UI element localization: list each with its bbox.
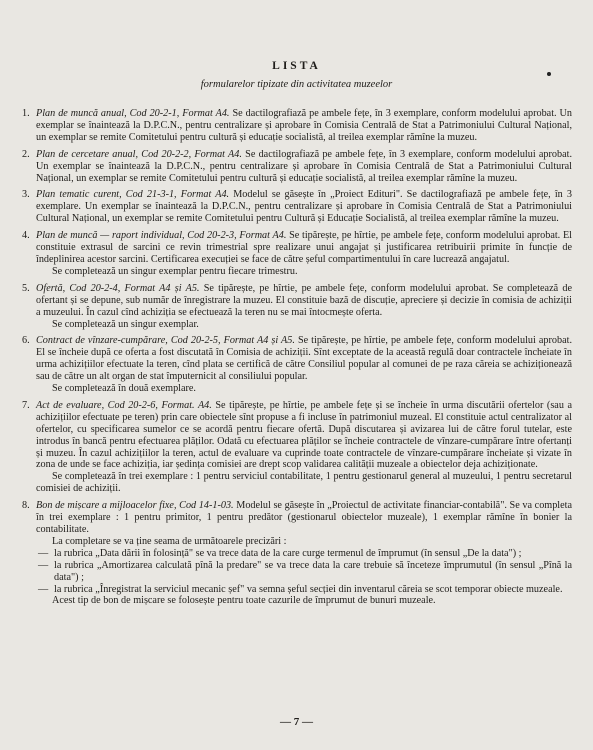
list-item-3 [22, 189, 572, 225]
dash-icon: — [38, 559, 49, 571]
item-note: Se completează un singur exemplar. [52, 318, 199, 330]
item-number: 1. [22, 108, 30, 119]
item-note: Se completează în trei exemplare : 1 pentru serviciul contabilitate, 1 pentru gestionarul general al muzeului, 1 pentru secretarul comisiei de achiziții. [36, 471, 572, 495]
item-closing: Acest tip de bon de mișcare se folosește pentru toate cazurile de împrumut de bunuri muzeale. [52, 595, 436, 607]
bullet-item [36, 584, 572, 596]
item-number: 7. [22, 399, 30, 411]
page-title: LISTA [272, 60, 321, 72]
item-name: Plan de muncă anual, Cod 20-2-1, Format A4. [36, 108, 233, 119]
dash-icon: — [38, 583, 49, 595]
item-text: Se tipărește, pe hîrtie, pe ambele fețe, conform modelului aprobat. El se încheie după ce oferta a fost discutată în Comisia de achiziții. Sînt exceptate de la această regulă doar contractele încheiate în urma achizițiilor efectuate la teren, cînd plata se certifică de către Consiliul popular al comunei de pe raza căreia se achiziționează sau de către un alt organ de stat împuternicit al consiliului popular. [36, 335, 572, 383]
item-name: Plan de muncă — raport individual, Cod 20-2-3, Format A4. [36, 230, 290, 242]
item-note: La completare se va ține seama de următoarele precizări : [52, 535, 287, 547]
item-name: Act de evaluare, Cod 20-2-6, Format. A4. [36, 399, 216, 411]
item-text: Se tipărește, pe hîrtie, pe ambele fețe, conform modelului aprobat. Se completează de ofertant și se depune, sub număr de înregistrare la muzeu. El constituie bază de discuție, apreciere și decizie în comisia de achiziții a muzeului. În cazul cînd achiziția se efectuează la teren nu se mai întocmește oferta. [36, 282, 572, 318]
item-name: Contract de vînzare-cumpărare, Cod 20-2-5, Format A4 și A5. [36, 335, 298, 347]
item-number: 2. [22, 148, 30, 160]
list-item-4 [22, 230, 572, 278]
bullet-item [36, 548, 572, 560]
item-name: Plan de cercetare anual, Cod 20-2-2, Format A4. [36, 148, 246, 160]
item-number: 6. [22, 335, 30, 347]
bullet-text: la rubrica „Amortizarea calculată pînă la predare" se va trece data la care trebuie să înceteze împrumutul (în sensul „Pînă la data") ; [54, 559, 572, 583]
item-note: Se completează în două exemplare. [52, 383, 196, 395]
item-text: Modelul se găsește în „Proiect Edituri". Se dactilografiază pe ambele fețe, în 3 exemplare. Un exemplar se înaintează la D.P.C.N., pentru centralizare și aprobare în Comisia Centrală de Stat a Patrimoniului Cultural Național, un exemplar se remite Comitetului pentru Cultură și Educație Socialistă, al treilea exemplar rămîne la muzeu. [36, 189, 572, 225]
list-item-5 [22, 283, 572, 331]
list-item-8 [22, 500, 572, 607]
page-number: — 7 — [280, 716, 313, 728]
item-name: Ofertă, Cod 20-2-4, Format A4 și A5. [36, 282, 204, 294]
item-text: Modelul se găsește în „Proiectul de activitate financiar-contabilă". Se va completa în trei exemplare : 1 pentru primitor, 1 pentru predător (gestionarul obiectelor muzeale), 1 exemplar rămîne în bonier la contabilitate. [36, 500, 573, 535]
bullet-item [36, 560, 572, 584]
item-name: Bon de mișcare a mijloacelor fixe, Cod 14-1-03. [36, 500, 237, 512]
item-text: Se tipărește, pe hîrtie, pe ambele fețe și se încheie în urma discutării ofertelor (sau a achizițiilor efectuate pe teren) prin care obiectele sînt propuse a fi incluse în patrimoniul muzeal. El constituie actul centralizator al ofertelor, cu specificarea sumelor ce se acordă pentru fiecare ofertă. După discutarea și avizarea lui de către forul tutelar, este introdus în bancă pentru efectuarea plăților. Odată cu efectuarea plăților se încheie contractele de vînzare-cumpărare între ofertanți și muzeu. În cazul achizițiilor la teren, actul de evaluare va cuprinde toate contractele de vînzare-cumpărare încheiate și vizate în zona de unde se face achiziția, iar ședința comisiei are drept scop validarea calității muzeale a obiectelor deja achiziționate. [36, 399, 572, 471]
item-text: Se dactilografiază pe ambele fețe, în 3 exemplare, conform modelului aprobat. Un exemplar se înaintează la D.P.C.N., pentru centralizare și aprobare în Comisia Centrală de Stat a Patrimoniului Cultural Național, un exemplar se remite Comitetului pentru cultură și educație socialistă, al treilea exemplar rămîne la muzeu. [36, 108, 573, 143]
list-item-2 [22, 149, 572, 185]
item-number: 8. [22, 500, 30, 512]
item-number: 4. [22, 230, 30, 242]
ink-dot [547, 72, 551, 76]
items-list [22, 108, 572, 612]
item-number: 5. [22, 282, 30, 294]
item-text: Se tipărește, pe hîrtie, pe ambele fețe, conform modelului aprobat. El constituie extrasul de sarcini ce revin trimestrial spre realizare unui angajat și justificarea retribuirii primite în funcție de îndeplinirea acestor sarcini. Certificarea execuției se face de către șeful compartimentului în care lucrează angajatul. [36, 230, 572, 265]
page-subtitle: formularelor tipizate din activitatea muzeelor [200, 79, 393, 90]
bullet-text: la rubrica „Înregistrat la serviciul mecanic șef" va semna șeful secției din inventarul căreia se scot temporar obiecte muzeale. [54, 583, 563, 595]
bullet-list [36, 548, 572, 596]
item-name: Plan tematic curent, Cod 21-3-1, Format A4. [36, 189, 234, 201]
item-note: Se completează un singur exemplar pentru fiecare trimestru. [52, 265, 298, 277]
dash-icon: — [38, 547, 49, 559]
list-item-6 [22, 335, 572, 395]
item-text: Se dactilografiază pe ambele fețe, în 3 exemplare, conform modelului aprobat. Un exemplar se înaintează la D.P.C.N., pentru centralizare și aprobare în Comisia Centrală de Stat a Patrimoniului Cultural Național, un exemplar se remite Comitetului pentru cultură și educație socialistă, al treilea exemplar rămîne la muzeu. [36, 148, 572, 184]
list-item-1 [22, 108, 572, 144]
bullet-text: la rubrica „Data dării în folosință" se va trece data de la care curge termenul de împrumut (în sensul „De la data") ; [54, 547, 522, 559]
list-item-7 [22, 400, 572, 495]
item-number: 3. [22, 189, 30, 201]
